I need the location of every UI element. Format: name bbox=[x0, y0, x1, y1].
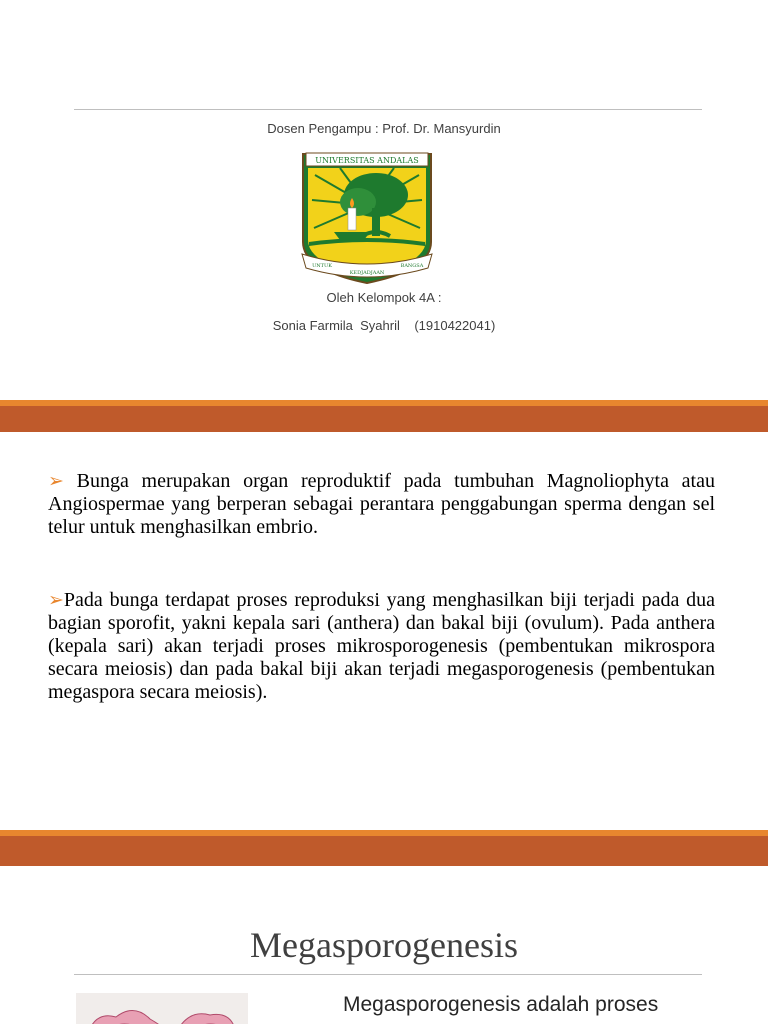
slide-separator bbox=[0, 830, 768, 866]
arrow-bullet-icon: ➢ bbox=[48, 471, 64, 492]
member-text: Sonia Farmila Syahril (1910422041) bbox=[272, 318, 496, 333]
logo-top-text: UNIVERSITAS ANDALAS bbox=[315, 156, 419, 165]
group-text: Oleh Kelompok 4A : bbox=[326, 290, 442, 305]
lecturer-text: Dosen Pengampu : Prof. Dr. Mansyurdin bbox=[267, 121, 501, 136]
bullet-text-2: Pada bunga terdapat proses reproduksi yang menghasilkan biji terjadi pada dua bagian sporofit, yakni kepala sari (anthera) dan bakal biji (ovulum). Pada anthera (kepala sari) akan terjadi proses mikrosporogenesis (pembentukan mikrospora secara meiosis) dan pada bakal biji akan terjadi megasporogenesis (pembentukan megaspora secara meiosis). bbox=[48, 589, 715, 703]
flower-diagram-image bbox=[76, 993, 248, 1024]
separator-stripe bbox=[0, 400, 768, 406]
title-slide bbox=[0, 0, 768, 400]
slide-separator bbox=[0, 400, 768, 432]
divider-line bbox=[74, 109, 702, 110]
divider-line bbox=[74, 974, 702, 975]
logo-ribbon-right: BANGSA bbox=[400, 263, 424, 269]
megasporogenesis-slide bbox=[0, 866, 768, 1024]
university-logo bbox=[300, 150, 434, 286]
arrow-bullet-icon: ➢ bbox=[48, 590, 64, 611]
content-slide bbox=[0, 432, 768, 830]
logo-ribbon-center: KEDJADJAAN bbox=[349, 270, 385, 276]
logo-ribbon-left: UNTUK bbox=[312, 263, 332, 269]
bullet-paragraph-1 bbox=[48, 470, 715, 539]
slide-title: Megasporogenesis bbox=[250, 925, 518, 965]
separator-stripe bbox=[0, 830, 768, 836]
slide-body-text: Megasporogenesis adalah proses bbox=[343, 993, 659, 1016]
bullet-text-1: Bunga merupakan organ reproduktif pada tumbuhan Magnoliophyta atau Angiospermae yang berperan sebagai perantara penggabungan sperma dengan sel telur untuk menghasilkan embrio. bbox=[48, 470, 715, 538]
bullet-paragraph-2 bbox=[48, 589, 715, 704]
